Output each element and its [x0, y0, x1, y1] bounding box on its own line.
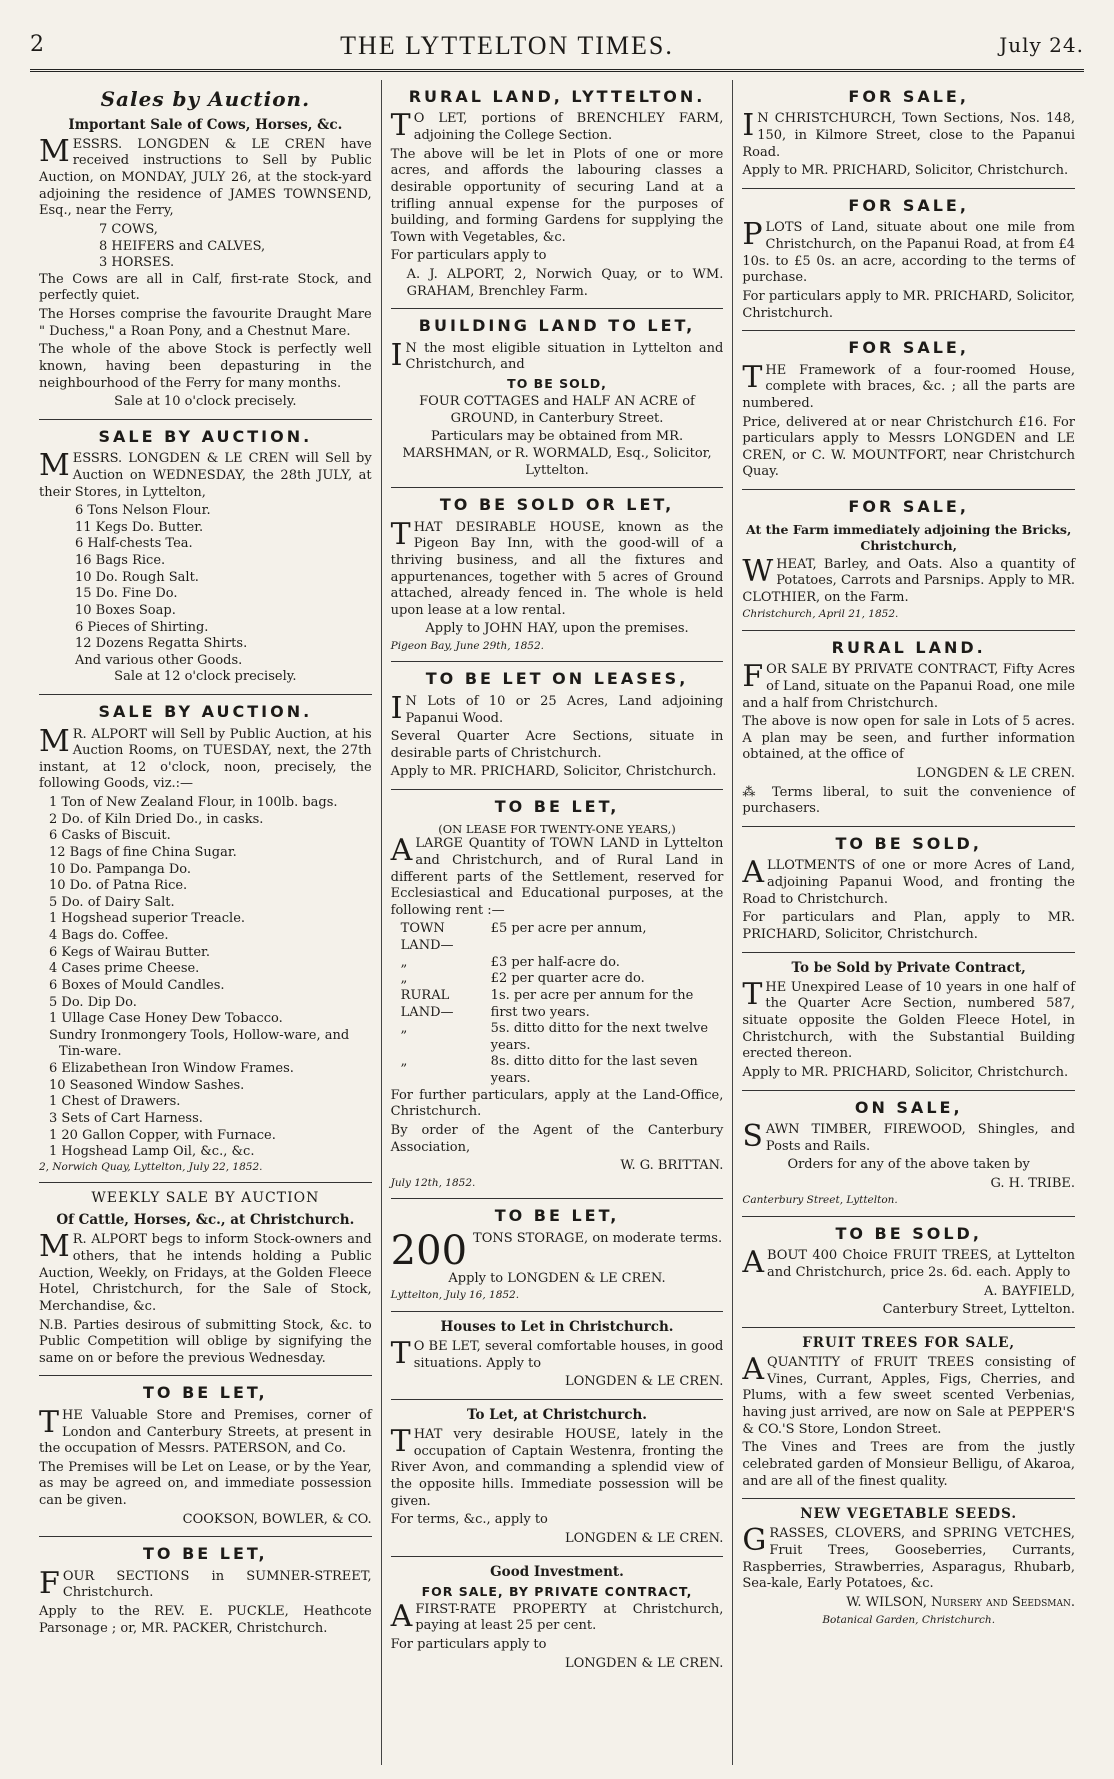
ad-good-investment: [391, 1557, 724, 1681]
ad-items: [39, 222, 372, 272]
ad-paragraph: Apply to MR. PRICHARD, Solicitor, Christchurch.: [742, 1064, 1069, 1080]
list-item: 10 Do. Pampanga Do.: [49, 861, 192, 877]
ad-heading: SALE BY AUCTION.: [98, 426, 313, 446]
ad-let-christchurch: [391, 1400, 724, 1557]
ad-address: Canterbury Street, Lyttelton.: [882, 1302, 1076, 1318]
rent-label: RURAL LAND—: [400, 987, 454, 1020]
ad-closing: Sale at 10 o'clock precisely.: [114, 394, 297, 410]
rent-label: „: [400, 1054, 408, 1070]
ad-body: PLOTS of Land, situate about one mile from Christchurch, on the Papanui Road, at from £4 10s. to £5 0s. an acre, according to the terms of purchase.: [742, 217, 1076, 286]
ad-body: MESSRS. LONGDEN & LE CREN will Sell by Auction on WEDNESDAY, the 28th JULY, at their Stores, in Lyttelton,: [39, 448, 372, 500]
ad-fruit-trees-sale: [742, 1328, 1075, 1499]
ad-signature: W. WILSON, Nursery and Seedsman.: [846, 1594, 1076, 1610]
ad-subheading: (ON LEASE FOR TWENTY-ONE YEARS,): [438, 821, 676, 836]
ad-dateline: July 12th, 1852.: [390, 1176, 476, 1189]
ad-body: WHEAT, Barley, and Oats. Also a quantity of Potatoes, Carrots and Parsnips. Apply to MR. CLOTHIER, on the Farm.: [742, 553, 1076, 605]
ad-heading: FOR SALE,: [848, 195, 969, 215]
rent-row: [391, 921, 724, 954]
ad-paragraph: For further particulars, apply at the Land-Office, Christchurch.: [390, 1087, 724, 1120]
ad-dateline: 2, Norwich Quay, Lyttelton, July 22, 1852.: [39, 1160, 263, 1173]
ad-heading: Houses to Let in Christchurch.: [440, 1318, 674, 1335]
ad-body: THE Framework of a four-roomed House, complete with braces, &c. ; all the parts are numbered.: [742, 359, 1076, 411]
list-item: 3 HORSES.: [99, 255, 175, 271]
ad-paragraph: Particulars may be obtained from MR. MARSHMAN, or R. WORMALD, Esq., Solicitor, Lyttelton.: [402, 429, 712, 478]
list-item: 3 Sets of Cart Harness.: [49, 1110, 203, 1126]
ad-paragraph: For particulars apply to MR. PRICHARD, Solicitor, Christchurch.: [742, 288, 1076, 321]
list-item: 6 Casks of Biscuit.: [49, 828, 171, 844]
ad-heading: BUILDING LAND TO LET,: [418, 316, 696, 336]
ad-body: THAT very desirable HOUSE, lately in the occupation of Captain Westenra, fronting the River Avon, and commanding a splendid view of the opposite hills. Immediate possession will be given.: [390, 1424, 724, 1509]
list-item: 1 Chest of Drawers.: [49, 1094, 181, 1110]
list-item: 4 Bags do. Coffee.: [49, 928, 169, 944]
list-item: 1 Ton of New Zealand Flour, in 100lb. bags.: [49, 795, 338, 811]
ad-signature: COOKSON, BOWLER, & CO.: [182, 1511, 372, 1527]
ad-heading: To Let, at Christchurch.: [467, 1406, 647, 1423]
list-item: 15 Do. Fine Do.: [75, 586, 178, 602]
ad-body: ABOUT 400 Choice FRUIT TREES, at Lyttelton and Christchurch, price 2s. 6d. each. Apply to: [742, 1245, 1076, 1281]
ad-vegetable-seeds: [742, 1499, 1075, 1635]
ad-sale-by-auction-2: [39, 695, 372, 1183]
rent-row: [391, 955, 724, 972]
ad-paragraph: Orders for any of the above taken by: [787, 1157, 1030, 1173]
ad-paragraph: The Horses comprise the favourite Draught Mare " Duchess," a Roan Pony, and a Chestnut Mare.: [39, 307, 372, 339]
ad-paragraph: The Premises will be Let on Lease, or by the Year, as may be agreed on, and immediate possession can be given.: [39, 1459, 372, 1508]
ad-paragraph: For particulars and Plan, apply to MR. PRICHARD, Solicitor, Christchurch.: [742, 910, 1076, 942]
rent-row: [391, 988, 724, 1021]
ad-body: MR. ALPORT will Sell by Public Auction, at his Auction Rooms, on TUESDAY, next, the 27th instant, at 12 o'clock, noon, precisely, the following Goods, viz.:—: [39, 723, 372, 792]
ad-signature: W. G. BRITTAN.: [620, 1158, 724, 1174]
list-item: 10 Do. Rough Salt.: [75, 569, 199, 585]
list-item: 5 Do. of Dairy Salt.: [49, 894, 175, 910]
list-item: 6 Boxes of Mould Candles.: [49, 977, 225, 993]
ad-fruit-trees-sold: [742, 1217, 1075, 1328]
list-item: 5 Do. Dip Do.: [49, 994, 137, 1010]
rent-value: £3 per half-acre do.: [490, 954, 620, 970]
list-item: 6 Pieces of Shirting.: [75, 619, 209, 635]
ad-to-be-let-store: [39, 1376, 372, 1537]
column-3: [732, 80, 1084, 1765]
ad-subheading: Important Sale of Cows, Horses, &c.: [68, 116, 343, 133]
ad-heading: ON SALE,: [854, 1097, 963, 1117]
ad-body: ALARGE Quantity of TOWN LAND in Lyttelton and Christchurch, and of Rural Land in different parts of the Settlement, reserved for Ecclesiastical and Educational purposes, at the following rent :—: [390, 833, 724, 918]
ad-for-sale-wheat: [742, 490, 1075, 631]
ad-private-contract: [742, 953, 1075, 1091]
page-number: 2: [30, 32, 44, 58]
ad-paragraph: N.B. Parties desirous of submitting Stock, &c. to Public Competition will oblige by signifying the same on or before the previous Wednesday.: [39, 1317, 372, 1366]
ad-paragraph: Apply to MR. PRICHARD, Solicitor, Christchurch.: [742, 163, 1069, 179]
list-item: 2 Do. of Kiln Dried Do., in casks.: [49, 811, 264, 827]
ad-to-be-let-sections: [39, 1537, 372, 1645]
ad-paragraph: By order of the Agent of the Canterbury Association,: [390, 1122, 724, 1155]
ad-allotments: [742, 827, 1075, 953]
ad-heading: FOR SALE,: [848, 87, 969, 106]
list-item: 7 COWS,: [99, 221, 158, 237]
rent-value: £2 per quarter acre do.: [490, 971, 645, 987]
ad-for-sale-town-sections: [742, 80, 1075, 189]
rent-row: [391, 1021, 724, 1054]
list-item: 10 Do. of Patna Rice.: [49, 878, 188, 894]
page-columns: [30, 80, 1084, 1765]
ad-sale-cows-horses: [39, 80, 372, 420]
ad-body: THAT DESIRABLE HOUSE, known as the Pigeon Bay Inn, with the good-will of a thriving business, and all the fixtures and appurtenances, together with 5 acres of Ground attached, already fenced in. The whole is held upon lease at a low rental.: [390, 516, 724, 618]
ad-rural-land-lyttelton: [391, 80, 724, 309]
ad-body: TO LET, portions of BRENCHLEY FARM, adjoining the College Section.: [390, 108, 724, 144]
ad-for-sale-plots: [742, 189, 1075, 331]
ad-paragraph: A. J. ALPORT, 2, Norwich Quay, or to WM. GRAHAM, Brenchley Farm.: [406, 267, 724, 299]
ad-body: TO BE LET, several comfortable houses, in good situations. Apply to: [390, 1335, 724, 1371]
ad-heading: FRUIT TREES FOR SALE,: [802, 1334, 1016, 1351]
list-item: 8 HEIFERS and CALVES,: [99, 238, 266, 254]
ad-body: MESSRS. LONGDEN & LE CREN have received instructions to Sell by Public Auction, on MONDAY, JULY 26, at the stock-yard adjoining the residence of JAMES TOWNSEND, Esq., near the Ferry,: [39, 133, 372, 219]
ad-subheading: Of Cattle, Horses, &c., at Christchurch.: [56, 1212, 355, 1229]
ad-signature: LONGDEN & LE CREN.: [565, 1374, 724, 1390]
ad-paragraph: ⁂ Terms liberal, to suit the convenience of purchasers.: [742, 784, 1076, 817]
rent-label: „: [400, 954, 408, 970]
ad-closing: Sale at 12 o'clock precisely.: [114, 669, 297, 685]
ad-subheading: TO BE SOLD,: [507, 376, 607, 392]
ad-signature: LONGDEN & LE CREN.: [916, 766, 1076, 782]
list-item: 12 Dozens Regatta Shirts.: [75, 636, 248, 652]
ad-heading: TO BE LET,: [143, 1544, 268, 1564]
ad-heading: TO BE LET ON LEASES,: [425, 669, 689, 689]
ad-body: AQUANTITY of FRUIT TREES consisting of Vines, Currant, Apples, Figs, Cherries, and Plums, with a few sweet scented Verbenias, having just arrived, are now on Sale at PEPPER'S & CO.'S Store, London Street.: [742, 1352, 1076, 1437]
ad-heading: TO BE SOLD,: [835, 833, 982, 853]
ad-paragraph: Apply to JOHN HAY, upon the premises.: [425, 621, 689, 637]
ad-on-sale-timber: [742, 1091, 1075, 1217]
rent-value: 8s. ditto ditto for the last seven years.: [490, 1054, 698, 1086]
list-item: 6 Half-chests Tea.: [75, 536, 193, 552]
ad-let-on-leases: [391, 662, 724, 790]
ad-heading: TO BE LET,: [143, 1383, 268, 1403]
ad-body: IN CHRISTCHURCH, Town Sections, Nos. 148, 150, in Kilmore Street, close to the Papanui Road.: [742, 108, 1076, 160]
ad-dateline: Christchurch, April 21, 1852.: [742, 608, 899, 621]
ad-storage: [391, 1199, 724, 1312]
ad-heading: SALE BY AUCTION.: [98, 702, 313, 722]
ad-dateline: Botanical Garden, Christchurch.: [822, 1613, 996, 1626]
ad-paragraph: FOUR COTTAGES and HALF AN ACRE of GROUND, in Canterbury Street.: [419, 394, 695, 426]
ad-pigeon-bay-inn: [391, 488, 724, 662]
ad-for-sale-framework: [742, 331, 1075, 490]
ad-heading: TO BE LET,: [494, 797, 620, 817]
masthead-bar: [30, 22, 1084, 72]
newspaper-title: THE LYTTELTON TIMES.: [340, 30, 674, 60]
ad-body: TONS STORAGE, on moderate terms.: [473, 1230, 723, 1246]
ad-heading: TO BE SOLD OR LET,: [439, 495, 675, 515]
ad-body: THE Unexpired Lease of 10 years in one half of the Quarter Acre Section, numbered 587, situate opposite the Golden Fleece Hotel, in Christchurch, with the Substantial Building erected thereon.: [742, 976, 1076, 1062]
ad-paragraph: The above will be let in Plots of one or more acres, and affords the labouring classes a desirable opportunity of securing Land at a trifling annual expense for the purposes of building, and forming Gardens for supplying the Town with Vegetables, &c.: [390, 146, 724, 245]
ad-dateline: Pigeon Bay, June 29th, 1852.: [390, 640, 545, 653]
ad-body: SAWN TIMBER, FIREWOOD, Shingles, and Posts and Rails.: [742, 1118, 1076, 1154]
ad-paragraph: Apply to MR. PRICHARD, Solicitor, Christchurch.: [390, 764, 717, 780]
column-1: [30, 80, 381, 1765]
ad-paragraph: The Cows are all in Calf, first-rate Stock, and perfectly quiet.: [39, 271, 372, 304]
list-item: 1 20 Gallon Copper, with Furnace.: [49, 1127, 276, 1143]
ad-paragraph: The above is now open for sale in Lots of 5 acres. A plan may be seen, and further information obtained, at the office of: [742, 714, 1076, 763]
list-item: 6 Tons Nelson Flour.: [75, 503, 211, 519]
list-item: 16 Bags Rice.: [75, 553, 166, 569]
ad-heading: TO BE LET,: [494, 1206, 620, 1226]
ad-heading: FOR SALE,: [848, 497, 969, 517]
ad-items: [39, 503, 372, 669]
ad-heading: TO BE SOLD,: [835, 1223, 982, 1243]
list-item: Sundry Ironmongery Tools, Hollow-ware, and Tin-ware.: [49, 1027, 350, 1060]
ad-rural-land: [742, 631, 1075, 827]
rent-label: „: [400, 1021, 408, 1037]
ad-items: [39, 795, 372, 1161]
ad-dateline: Canterbury Street, Lyttelton.: [742, 1194, 898, 1207]
ad-paragraph: The Vines and Trees are from the justly celebrated garden of Monsieur Belligu, of Akaroa, and are all of the finest quality.: [742, 1440, 1076, 1489]
list-item: 6 Elizabethean Iron Window Frames.: [49, 1061, 294, 1077]
list-item: 12 Bags of fine China Sugar.: [49, 844, 237, 860]
ad-subheading: At the Farm immediately adjoining the Bricks, Christchurch,: [746, 521, 1072, 553]
ad-body: GRASSES, CLOVERS, and SPRING VETCHES, Fruit Trees, Gooseberries, Currants, Raspberries, Strawberries, Asparagus, Rhubarb, Sea-kale, Early Potatoes, &c.: [742, 1523, 1076, 1592]
ad-signature: LONGDEN & LE CREN.: [565, 1530, 724, 1546]
ad-sale-by-auction-1: [39, 420, 372, 695]
ad-paragraph: Apply to the REV. E. PUCKLE, Heathcote Parsonage ; or, MR. PACKER, Christchurch.: [39, 1603, 372, 1636]
ad-paragraph: Apply to LONGDEN & LE CREN.: [448, 1270, 666, 1286]
ad-subheading: FOR SALE, BY PRIVATE CONTRACT,: [421, 1583, 693, 1599]
ad-paragraph: For particulars apply to: [390, 248, 547, 264]
rent-label: „: [400, 971, 408, 987]
ad-body: IN Lots of 10 or 25 Acres, Land adjoining Papanui Wood.: [390, 690, 724, 726]
rent-value: 5s. ditto ditto for the next twelve years.: [490, 1021, 709, 1053]
ad-paragraph: Several Quarter Acre Sections, situate in desirable parts of Christchurch.: [390, 729, 724, 761]
ad-paragraph: For particulars apply to: [390, 1637, 547, 1653]
list-item: And various other Goods.: [75, 652, 243, 668]
rent-value: 1s. per acre per annum for the first two years.: [490, 987, 694, 1020]
ad-body: FOUR SECTIONS in SUMNER-STREET, Christchurch.: [39, 1565, 372, 1601]
issue-date: July 24.: [999, 32, 1084, 57]
ad-heading: NEW VEGETABLE SEEDS.: [800, 1506, 1018, 1523]
rent-row: [391, 1054, 724, 1087]
rent-value: £5 per acre per annum,: [490, 921, 647, 937]
column-2: [381, 80, 733, 1765]
ad-body: IN the most eligible situation in Lyttelton and Christchurch, and: [390, 337, 724, 373]
section-heading: Sales by Auction.: [100, 87, 311, 111]
list-item: 10 Boxes Soap.: [75, 602, 176, 618]
ad-houses-christchurch: [391, 1312, 724, 1400]
ad-heading: To be Sold by Private Contract,: [791, 959, 1026, 976]
ad-body: ALLOTMENTS of one or more Acres of Land, adjoining Papanui Wood, and fronting the Road to Christchurch.: [742, 855, 1076, 907]
ad-heading: WEEKLY SALE BY AUCTION: [91, 1190, 320, 1207]
ad-heading: FOR SALE,: [848, 338, 969, 358]
list-item: 6 Kegs of Wairau Butter.: [49, 944, 210, 960]
ad-paragraph: The whole of the above Stock is perfectly well known, having been depasturing in the neighbourhood of the Ferry for many months.: [39, 342, 372, 391]
ad-building-land: [391, 309, 724, 488]
ad-body: FOR SALE BY PRIVATE CONTRACT, Fifty Acres of Land, situate on the Papanui Road, one mile and a half from Christchurch.: [742, 659, 1076, 711]
ad-signature: A. BAYFIELD,: [983, 1283, 1076, 1299]
ad-dateline: Lyttelton, July 16, 1852.: [390, 1289, 520, 1302]
ad-heading: RURAL LAND.: [831, 637, 986, 657]
list-item: 1 Hogshead Lamp Oil, &c., &c.: [49, 1144, 255, 1160]
list-item: 10 Seasoned Window Sashes.: [49, 1077, 245, 1093]
ad-signature: G. H. TRIBE.: [990, 1175, 1076, 1191]
list-item: 1 Hogshead superior Treacle.: [49, 911, 246, 927]
ad-body: MR. ALPORT begs to inform Stock-owners and others, that he intends holding a Public Auction, Weekly, on Fridays, at the Golden Fleece Hotel, Christchurch, for the Sale of Stock, Merchandise, &c.: [39, 1229, 372, 1314]
ad-paragraph: Price, delivered at or near Christchurch £16. For particulars apply to Messrs LONGDEN and LE CREN, or C. W. MOUNTFORT, near Christchurch Quay.: [742, 414, 1076, 480]
list-item: 11 Kegs Do. Butter.: [75, 519, 204, 535]
ad-town-land-lease: [391, 790, 724, 1199]
ad-heading: RURAL LAND, LYTTELTON.: [408, 87, 706, 106]
storage-figure: 200: [390, 1227, 468, 1274]
rent-row: [391, 971, 724, 988]
rent-table: [391, 921, 724, 1087]
ad-weekly-sale: [39, 1183, 372, 1376]
ad-signature: LONGDEN & LE CREN.: [565, 1655, 724, 1671]
rent-label: TOWN LAND—: [400, 921, 454, 953]
ad-heading: Good Investment.: [490, 1563, 624, 1580]
ad-body: AFIRST-RATE PROPERTY at Christchurch, paying at least 25 per cent.: [390, 1598, 724, 1634]
list-item: 1 Ullage Case Honey Dew Tobacco.: [49, 1011, 283, 1027]
ad-paragraph: For terms, &c., apply to: [390, 1512, 548, 1528]
list-item: 4 Cases prime Cheese.: [49, 961, 200, 977]
ad-body: THE Valuable Store and Premises, corner of London and Canterbury Streets, at present in the occupation of Messrs. PATERSON, and Co.: [39, 1404, 372, 1457]
